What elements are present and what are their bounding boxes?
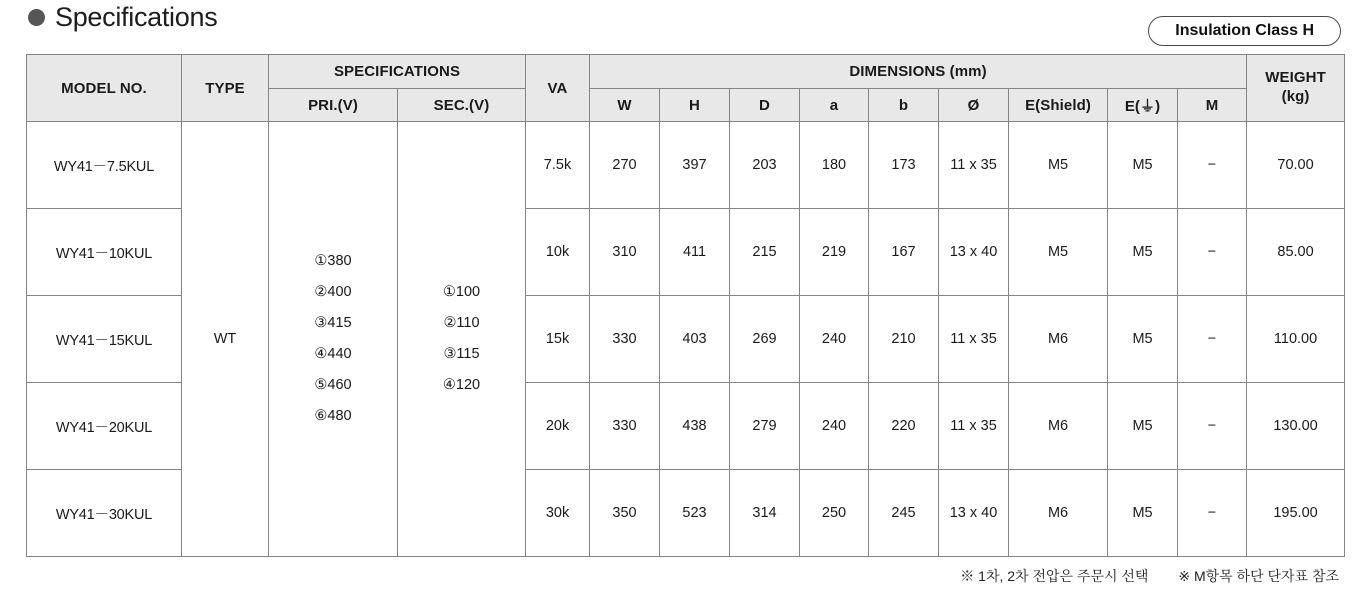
cell-pri-voltages (269, 122, 398, 557)
sec-option: ②110 (443, 315, 480, 331)
pri-option: ①380 (314, 253, 352, 269)
cell-e-ground: M5 (1108, 296, 1178, 383)
cell-a: 180 (800, 122, 869, 209)
col-weight-line2: (kg) (1281, 88, 1310, 105)
cell-b: 167 (869, 209, 939, 296)
cell-va: 15k (526, 296, 590, 383)
cell-d: 269 (730, 296, 800, 383)
col-dim-e-shield: E(Shield) (1009, 89, 1108, 122)
cell-h: 438 (660, 383, 730, 470)
cell-va: 10k (526, 209, 590, 296)
cell-w: 330 (590, 296, 660, 383)
cell-weight: 85.00 (1247, 209, 1345, 296)
pri-option: ⑤460 (314, 377, 352, 393)
cell-w: 270 (590, 122, 660, 209)
col-weight-line1: WEIGHT (1265, 69, 1326, 87)
cell-diameter: 13 x 40 (939, 209, 1009, 296)
cell-a: 250 (800, 470, 869, 557)
cell-model: WY41－10KUL (27, 209, 182, 296)
cell-m: − (1178, 122, 1247, 209)
cell-e-ground: M5 (1108, 470, 1178, 557)
cell-b: 173 (869, 122, 939, 209)
footnote-m-terminal-reference: ※ M항목 하단 단자표 참조 (1178, 568, 1339, 584)
cell-m: − (1178, 470, 1247, 557)
filled-circle-icon (28, 9, 45, 26)
cell-model: WY41－30KUL (27, 470, 182, 557)
col-dim-d: D (730, 89, 800, 122)
cell-weight: 70.00 (1247, 122, 1345, 209)
sec-option: ④120 (442, 377, 481, 393)
cell-type: WT (182, 122, 269, 557)
cell-a: 219 (800, 209, 869, 296)
cell-h: 411 (660, 209, 730, 296)
pri-option: ⑥480 (314, 408, 352, 424)
status-badge: Insulation Class H (1148, 16, 1341, 46)
cell-m: − (1178, 296, 1247, 383)
col-dim-h: H (660, 89, 730, 122)
cell-e-shield: M5 (1009, 209, 1108, 296)
cell-e-ground: M5 (1108, 383, 1178, 470)
col-dim-e-ground: E(⏚) (1108, 89, 1178, 122)
cell-b: 210 (869, 296, 939, 383)
pri-option: ④440 (314, 346, 352, 362)
col-dim-b: b (869, 89, 939, 122)
cell-diameter: 11 x 35 (939, 296, 1009, 383)
cell-b: 220 (869, 383, 939, 470)
cell-va: 20k (526, 383, 590, 470)
cell-weight: 130.00 (1247, 383, 1345, 470)
cell-e-shield: M5 (1009, 122, 1108, 209)
specifications-table (26, 54, 1345, 557)
cell-a: 240 (800, 383, 869, 470)
col-specifications: SPECIFICATIONS (269, 55, 526, 89)
footnote-voltage-selection: ※ 1차, 2차 전압은 주문시 선택 (960, 568, 1149, 584)
cell-weight: 195.00 (1247, 470, 1345, 557)
cell-va: 30k (526, 470, 590, 557)
page-header (24, 0, 1343, 54)
pri-option: ②400 (314, 284, 352, 300)
cell-va: 7.5k (526, 122, 590, 209)
cell-e-ground: M5 (1108, 209, 1178, 296)
sec-option: ①100 (442, 284, 481, 300)
cell-diameter: 11 x 35 (939, 383, 1009, 470)
cell-w: 330 (590, 383, 660, 470)
cell-h: 397 (660, 122, 730, 209)
col-model-no: MODEL NO. (27, 55, 182, 122)
col-dim-w: W (590, 89, 660, 122)
cell-model: WY41－15KUL (27, 296, 182, 383)
footnotes (24, 566, 1343, 586)
col-dim-diameter: Ø (939, 89, 1009, 122)
col-dimensions: DIMENSIONS (mm) (590, 55, 1247, 89)
cell-sec-voltages (398, 122, 526, 557)
cell-h: 403 (660, 296, 730, 383)
col-weight (1247, 55, 1345, 122)
cell-e-shield: M6 (1009, 470, 1108, 557)
cell-weight: 110.00 (1247, 296, 1345, 383)
col-sec: SEC.(V) (398, 89, 526, 122)
cell-e-shield: M6 (1009, 296, 1108, 383)
cell-d: 279 (730, 383, 800, 470)
page-title: Specifications (55, 2, 218, 32)
col-dim-a: a (800, 89, 869, 122)
col-va: VA (526, 55, 590, 122)
cell-e-ground: M5 (1108, 122, 1178, 209)
cell-a: 240 (800, 296, 869, 383)
cell-m: − (1178, 383, 1247, 470)
cell-h: 523 (660, 470, 730, 557)
col-dim-m: M (1178, 89, 1247, 122)
cell-d: 215 (730, 209, 800, 296)
cell-diameter: 11 x 35 (939, 122, 1009, 209)
cell-d: 314 (730, 470, 800, 557)
table-header (27, 55, 1345, 122)
cell-w: 350 (590, 470, 660, 557)
pri-option: ③415 (314, 315, 352, 331)
sec-option: ③115 (443, 346, 480, 362)
table-header-row-1 (27, 55, 1345, 89)
cell-d: 203 (730, 122, 800, 209)
cell-model: WY41－20KUL (27, 383, 182, 470)
col-type: TYPE (182, 55, 269, 122)
cell-b: 245 (869, 470, 939, 557)
cell-w: 310 (590, 209, 660, 296)
table-row (27, 122, 1345, 209)
cell-model: WY41－7.5KUL (27, 122, 182, 209)
page-title-group (28, 2, 217, 33)
table-body (27, 122, 1345, 557)
cell-e-shield: M6 (1009, 383, 1108, 470)
cell-diameter: 13 x 40 (939, 470, 1009, 557)
cell-m: − (1178, 209, 1247, 296)
col-pri: PRI.(V) (269, 89, 398, 122)
